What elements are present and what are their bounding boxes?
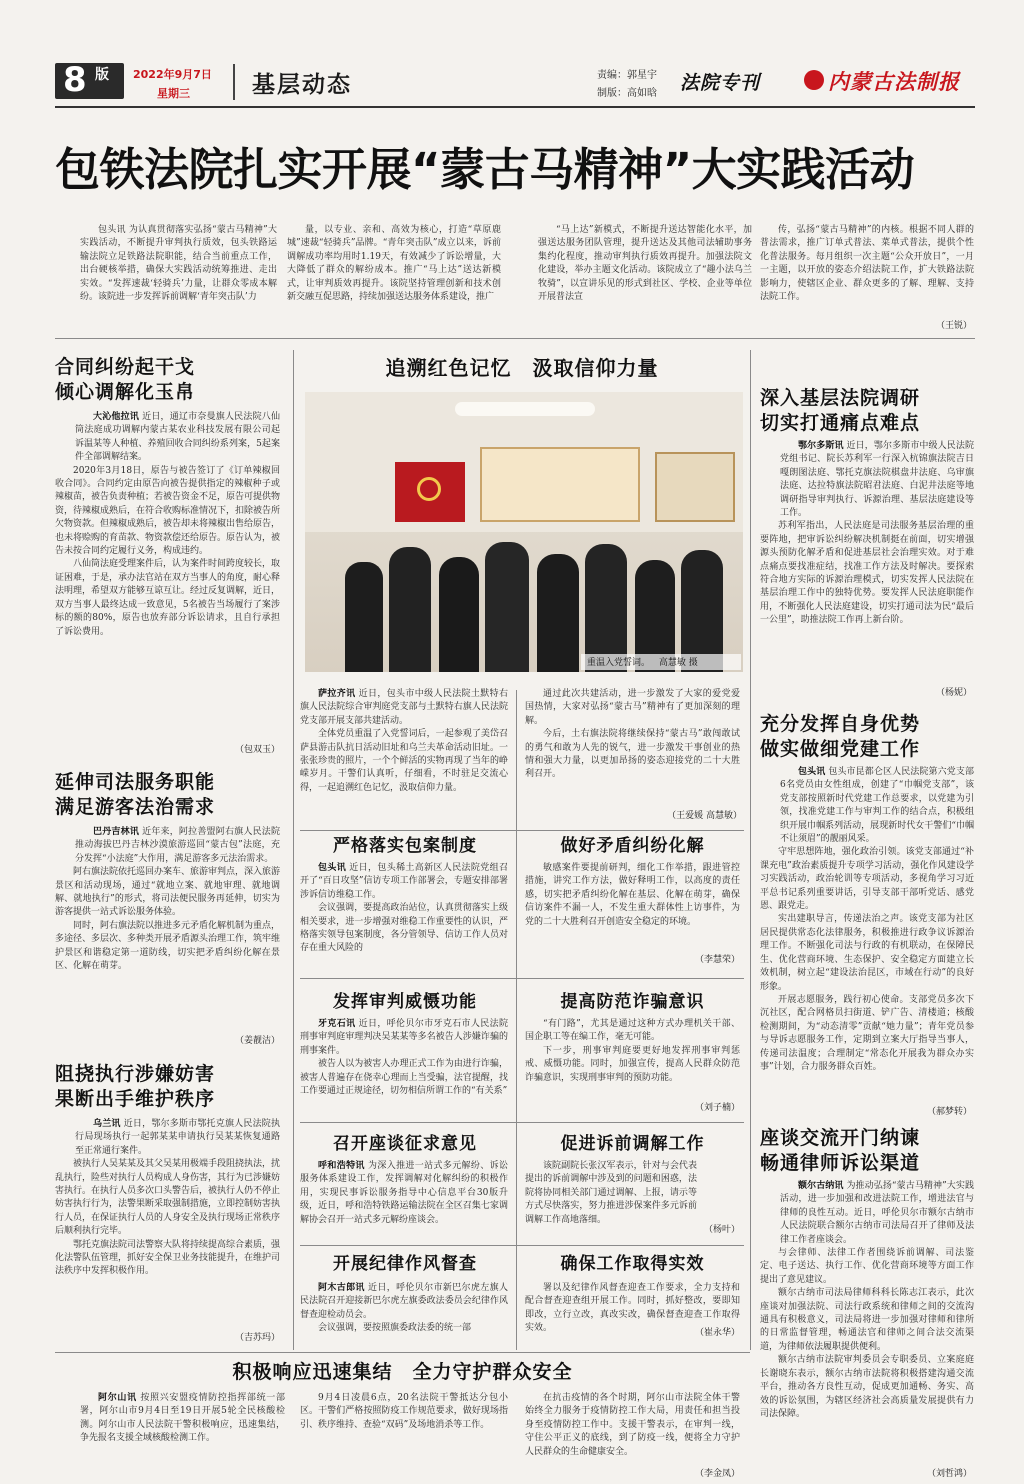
masthead-divider	[233, 64, 235, 100]
center-rule-2	[300, 978, 744, 979]
page-number: 8	[63, 63, 87, 99]
person	[345, 562, 383, 672]
article-case-responsibility: 包头讯 近日，包头稀土高新区人民法院党组召开了“百日攻坚”信访专项工作部署会，专题安排部署涉诉信访维稳工作。 会议强调，要提高政治站位，认真贯彻落实上级相关要求，进一步增强对维稳工作重要性的认识，严格落实领导包案制度，各分管领导、信访工作人员对存在重大风险的	[300, 863, 508, 954]
article-title: 倾心调解化玉帛	[55, 381, 196, 403]
article-signature: （包双玉）	[234, 745, 280, 755]
issue-weekday: 星期三	[157, 87, 190, 100]
person	[585, 544, 627, 672]
party-banner-emblem-icon	[417, 477, 441, 501]
article-title: 合同纠纷起干戈	[55, 356, 196, 378]
person	[389, 547, 431, 672]
person	[537, 554, 579, 672]
article-title: 开展纪律作风督查	[333, 1254, 477, 1274]
bottom-article-col-1: 阿尔山讯 按照兴安盟疫情防控指挥部统一部署，阿尔山市9月4日至19日开展5轮全民核酸检测。阿尔山市人民法院干警积极响应，迅速集结，争先报名支援全域核酸检测工作。	[80, 1393, 285, 1444]
article-pre-litigation-mediation: 该院副院长张汉军表示，针对与会代表提出的诉前调解中涉及到的问题和困惑，法院将协同相关部门通过调解、上报，请示等方式尽快落实，努力推进涉保案件多元诉前调解工作高地落细。	[525, 1161, 697, 1225]
article-contract-dispute: 合同纠纷起干戈 倾心调解化玉帛 大沁他拉讯 近日，通辽市奈曼旗人民法院八仙筒法庭成功调解内蒙古某农业科技发展有限公司起诉温某等人种植、养殖回收合同纠纷系列案，5起案件全部调解结案。 2020年3月18日，原告与被告签订了《订单辣椒回收合同》。合同约定由原告向被告提供指定的辣椒种子或辣椒苗，被告负责种植；若被告资金不足，原告可提供物资，待辣椒成熟后，在符合收购标准情况下，扣除被告所欠物资款。但辣椒成熟后，被告却未将辣椒出售给原告，也未将赊购的育苗款、物资款偿还给原告。原告认为，被告未按合同约定履行义务，构成违约。 八仙筒法庭受理案件后，认为案件时间跨度较长，取证困难，于是，承办法官站在双方当事人的角度，耐心释法明理，希望双方能够互谅互让。经过反复调解，近日，双方当事人最终达成一致意见，5名被告当场履行了案涉标的额的80%，原告也放弃部分诉讼请求，且自行承担了诉讼费用。	[55, 356, 280, 637]
supplement-name: 法院专刊	[680, 72, 761, 94]
ban-label: 版	[95, 67, 109, 83]
article-title: 严格落实包案制度	[333, 836, 477, 856]
bottom-article-title: 积极响应迅速集结 全力守护群众安全	[232, 1361, 573, 1383]
article-signature: （杨妮）	[935, 688, 972, 698]
col-rule-right	[750, 350, 751, 1350]
article-title: 提高防范诈骗意识	[560, 992, 705, 1012]
page-number-badge	[55, 63, 124, 99]
article-signature: （杨叶）	[703, 1225, 740, 1235]
person	[485, 542, 529, 672]
article-discipline-inspection: 阿木古郎讯 近日，呼伦贝尔市新巴尔虎左旗人民法院召开迎接新巴尔虎左旗委政法委员会纪律作风督查迎检动员会。 会议强调，要按照旗委政法委的统一部	[300, 1283, 508, 1334]
article-grassroots-research: 深入基层法院调研 切实打通痛点难点 鄂尔多斯讯 近日，鄂尔多斯市中级人民法院党组书记、院长苏利军一行深入杭锦旗法院吉日嘎朗图法庭、鄂托克旗法院棋盘井法庭、乌审旗法庭、达拉特旗法院昭君法庭、白泥井法庭等地调研指导审判执行、诉源治理、基层法庭建设等工作。 苏利军指出，人民法庭是司法服务基层治理的重要阵地，把审诉讼纠纷解决机制挺在前面，切实增强源头预防化解矛盾和促进基层社会治理实效。对于难点痛点要找准症结，找准工作方法及时解决。要探索符合地方实际的诉源治理模式，切实发挥人民法院在基层治理工作中的独特优势。要发挥人民法庭职能作用，不断强化人民法庭建设，切实打通司法为民“最后一公里”，助推法院工作再上新台阶。	[760, 387, 974, 626]
article-work-effectiveness: 署以及纪律作风督查迎查工作要求，全力支持和配合督查迎查组开展工作。同时，抓好整改，要即知即改，立行立改，真改实改，确保督查迎查工作取得实效。	[525, 1283, 740, 1334]
headline-rule	[55, 338, 975, 339]
headline-col-1: 包头讯 为认真贯彻落实弘扬“蒙古马精神”大实践活动，不断提升审判执行质效，包头铁路运输法院立足铁路法院职能，结合当前重点工作，出台硬核举措，确保大实践活动统筹推进、走出实效。“发挥速裁‘轻骑兵’力量，让群众零成本解纷。该院进一步发挥诉前调解‘青年突击队’力	[80, 225, 277, 303]
photo-story-col-1: 萨拉齐讯 近日，包头市中级人民法院土默特右旗人民法院综合审判庭党支部与土默特右旗人民法院党支部开展支部共建活动。 全体党员重温了入党誓词后，一起参观了美岱召萨县游击队抗日活动旧址和乌兰夫革命活动旧址。一张张珍贵的照片，一个个鲜活的实物再现了当年的峥嵘岁月。干警们认真听，仔细看，不时驻足交流心得，一起追溯红色记忆，汲取信仰力量。	[300, 689, 508, 793]
article-title: 召开座谈征求意见	[333, 1134, 477, 1154]
article-consultation: 呼和浩特讯 为深入推进一站式多元解纷、诉讼服务体系建设工作，发挥调解对化解纠纷的积极作用，实现民事诉讼服务指导中心信息平台30版升级，近日，呼和浩特铁路运输法院在全区召集七家调解协会召开一站式多元解纷座谈会。	[300, 1161, 508, 1225]
article-signature: （吉苏玛）	[234, 1333, 280, 1343]
article-title: 促进诉前调解工作	[560, 1134, 705, 1154]
main-headline: 包铁法院扎实开展“蒙古马精神”大实践活动	[55, 143, 915, 196]
article-tourist-service: 延伸司法服务职能 满足游客法治需求 巴丹吉林讯 近年来，阿拉善盟阿右旗人民法院推动海拔巴丹吉林沙漠旅游巡回“蒙古包”法庭，充分发挥“小法庭”大作用，满足游客多元法治需求。 阿右旗法院依托巡回办案车、旅游审判点，深入旅游景区和活动现场，通过“就地立案、就地审理、就地调解、就地执行”的形式，将司法便民服务再延伸，切实为游客提供一站式诉讼服务体验。 同时，阿右旗法院以推进多元矛盾化解机制为重点，多途径、多层次、多种类开展矛盾源头治理工作，筑牢维护景区和谐稳定第一道防线，切实把矛盾纠纷化解在景区、化解在萌芽。	[55, 771, 280, 972]
headline-col-2: 量，以专业、亲和、高效为核心，打造“草原鹿城”速裁“轻骑兵”品牌。“青年突击队”成立以来，诉前调解成功率均用时1.19天，有效减少了诉讼增量，大大降低了群众的解纷成本。推广“马上达”送达新模式，让审判质效再提升。该院坚持管理创新和技术创新交融互促思路，持续加强送达服务体系建设，推广	[287, 225, 501, 303]
photo-caption: 重温入党誓词。 高慧敏 摄	[587, 658, 698, 668]
exhibit-board	[480, 447, 640, 522]
exhibit-board-right	[655, 452, 735, 522]
center-rule-3	[300, 1122, 744, 1123]
article-execution-order: 阻挠执行涉嫌妨害 果断出手维护秩序 乌兰讯 近日，鄂尔多斯市鄂托克旗人民法院执行局现场执行一起郭某某申请执行吴某某恢复通路至正常通行案件。 被执行人吴某某及其父吴某用极端手段阻挠执法，扰乱执行，险些对执行人员构成人身伤害，其行为已涉嫌妨害执行。在执行人员多次口头警告后，被执行人仍不停止妨害执行行为，法警果断采取强制措施，立即控制妨害执行人员，在保证执行人员的人身安全及执行现场正常秩序后顺利执行完毕。 鄂托克旗法院司法警察大队将持续提高综合素质，强化法警队伍管理，抓好安全保卫业务技能提升，在维护司法秩序中发挥积极作用。	[55, 1063, 280, 1277]
headline-col-4: 传，弘扬“蒙古马精神”的内核。根据不同人群的普法需求，推广订单式普法、菜单式普法，提供个性化普法服务。每月组织一次主题“公众开放日”，一月一主题，以开放的姿态介绍法院工作，扩大铁路法院影响力，使辖区企业、群众更多的了解、理解、支持法院工作。	[760, 225, 974, 303]
article-signature: （刘子楠）	[694, 1103, 740, 1113]
headline-col-3: “马上达”新模式，不断提升送达智能化水平，加强送达服务团队管理，提升送达及其他司法辅助事务集约化程度，推动审判执行质效再提升。加强法院文化建设，举办主题文化活动。该院成立了“趣小法乌兰牧骑”，以宣讲乐见的形式到社区、学校、企业等单位开展普法宣	[538, 225, 752, 303]
col-rule-mid	[516, 690, 517, 1350]
article-trial-deterrence: 牙克石讯 近日，呼伦贝尔市牙克石市人民法院刑事审判庭审理判决吴某某等多名被告人涉嫌诈骗的刑事案件。 被告人以为被害人办理正式工作为由进行诈骗，被害人普遍存在侥幸心理而上当受骗，法官提醒，找工作要通过正规途径，切勿相信所谓工作的“有关系”	[300, 1019, 508, 1097]
article-signature: （王爱媛 高慧敏）	[667, 811, 742, 821]
group-photo	[305, 392, 743, 672]
article-party-building: 充分发挥自身优势 做实做细党建工作 包头讯 包头市昆都仑区人民法院第六党支部6名党员由女性组成，创建了“巾帼党支部”，该党支部按照新时代党建工作总要求，以党建为引领，找准党建工作与审判工作的结合点，积极组织开展巾帼系列活动，展现新时代女干警们“巾帼不让须眉”的靓丽风采。 守牢思想阵地，强化政治引领。该党支部通过“补课充电”政治素质提升专项学习活动，强化作风建设学习实践活动，政治轮训等专项活动，多视角学习习近平总书记系列重要讲话，引导支部干部听党话、感党恩、跟党走。 实出建职导言，传递法治之声。该党支部为社区居民提供常态化法律服务，积极推进行政争议诉源治理工作。不断强化司法与行政的有机联动，在保障民生、优化营商环境、生态保护、安全稳定方面建立长效机制，树立起“建设法治昆区，市域在行动”的良好形象。 开展志愿服务，践行初心使命。支部党员多次下沉社区，配合网格员扫街道、铲广告、清楼道；核酸检测期间，为“动态清零”贡献“她力量”；青年党员参与导诉志愿服务工作，定期到立案大厅指导当事人，传递司法温度；合理制定“常态化开展我为群众办实事”计划，合力服务群众百姓。	[760, 713, 974, 1072]
editor-credit: 责编：郭星宇	[597, 70, 657, 81]
article-dispute-resolution: 敏感案件要提前研判，细化工作举措，跟进管控措施，讲究工作方法，做好释明工作，以高度的责任感，切实把矛盾纠纷化解在基层、化解在萌芽，确保信访案件不漏一人，不发生重大群体性上访事件，为党的二十大胜利召开创造安全稳定的环境。	[525, 863, 740, 927]
paper-name-logo: 内蒙古法制报	[828, 69, 960, 94]
article-signature: （崔永华）	[694, 1328, 740, 1338]
article-signature: （郝梦转）	[926, 1107, 972, 1117]
section-title: 基层动态	[252, 72, 352, 98]
article-signature: （刘哲鸿）	[926, 1469, 972, 1479]
article-fraud-prevention: “有门路”，尤其是通过这种方式办理机关干部、国企职工等在编工作，毫无可能。 下一步，刑事审判庭要更好地发挥刑事审判惩戒、威慑功能。同时，加强宣传，提高人民群众防范诈骗意识，实现刑事审判的预防功能。	[525, 1019, 740, 1083]
layout-credit: 制版：高如晗	[597, 88, 657, 99]
center-rule-4	[300, 1245, 744, 1246]
article-signature: （李金凤）	[694, 1469, 740, 1479]
photo-ceiling-light	[455, 402, 595, 416]
photo-story-col-2: 通过此次共建活动，进一步激发了大家的爱党爱国热情，大家对弘扬“蒙古马”精神有了更加深刻的理解。 今后，土右旗法院将继续保持“蒙古马”敢闯敢试的勇气和敢为人先的锐气，进一步激发干事创业的热情和强大力量，以更加昂扬的姿态迎接党的二十大胜利召开。	[525, 689, 740, 780]
headline-signature: （王锐）	[935, 321, 972, 331]
masthead-rule	[55, 106, 975, 108]
article-title: 发挥审判威慑功能	[333, 992, 477, 1012]
people-row-back	[345, 542, 725, 672]
article-lawyer-forum: 座谈交流开门纳谏 畅通律师诉讼渠道 额尔古纳讯 为推动弘扬“蒙古马精神”大实践活动，进一步加强和改进法院工作，增进法官与律师的良性互动。近日，呼伦贝尔市额尔古纳市人民法院联合额尔古纳市司法局召开了律师及法律工作者座谈会。 与会律师、法律工作者围绕诉前调解、司法鉴定、电子送达、执行工作、优化营商环境等方面工作提出了意见建议。 额尔古纳市司法局律师科科长陈志江表示，此次座谈对加强法院、司法行政系统和律师之间的交流沟通具有积极意义，司法局将进一步加强对律师和律所的日常监督管理，畅通法官和律师之间合法交流渠道，为律师依法履职提供便利。 额尔古纳市法院审判委员会专职委员、立案庭庭长谢晓东表示，额尔古纳市法院将积极搭建沟通交流平台，推动各方良性互动，促成更加通畅、务实、高效的诉讼氛围，为辖区经济社会高质量发展提供有力司法保障。	[760, 1127, 974, 1419]
col-rule-left	[293, 350, 294, 1350]
article-title: 做好矛盾纠纷化解	[560, 836, 705, 856]
bottom-article-col-2: 9月4日凌晨6点，20名法院干警抵达分包小区。干警们严格按照防疫工作规范要求，做好现场指引、秩序维持、查验“双码”及场地消杀等工作。	[300, 1393, 508, 1430]
issue-date: 2022年9月7日	[133, 68, 212, 81]
bottom-rule	[55, 1352, 750, 1353]
article-title: 确保工作取得实效	[560, 1254, 705, 1274]
bottom-article-col-3: 在抗击疫情的各个时期，阿尔山市法院全体干警始终全力服务于疫情防控工作大局，用责任和担当投身至疫情防控工作中。支援干警表示，在审判一线，守住公平正义的底线，到了防疫一线，便将全力守护人民群众的生命健康安全。	[525, 1393, 740, 1457]
article-signature: （李慧荣）	[694, 955, 740, 965]
paper-logo-icon	[804, 70, 824, 90]
photo-story-title: 追溯红色记忆 汲取信仰力量	[385, 356, 659, 380]
center-rule-1	[300, 830, 744, 831]
person	[439, 557, 479, 672]
article-signature: （姜靓洁）	[234, 1036, 280, 1046]
